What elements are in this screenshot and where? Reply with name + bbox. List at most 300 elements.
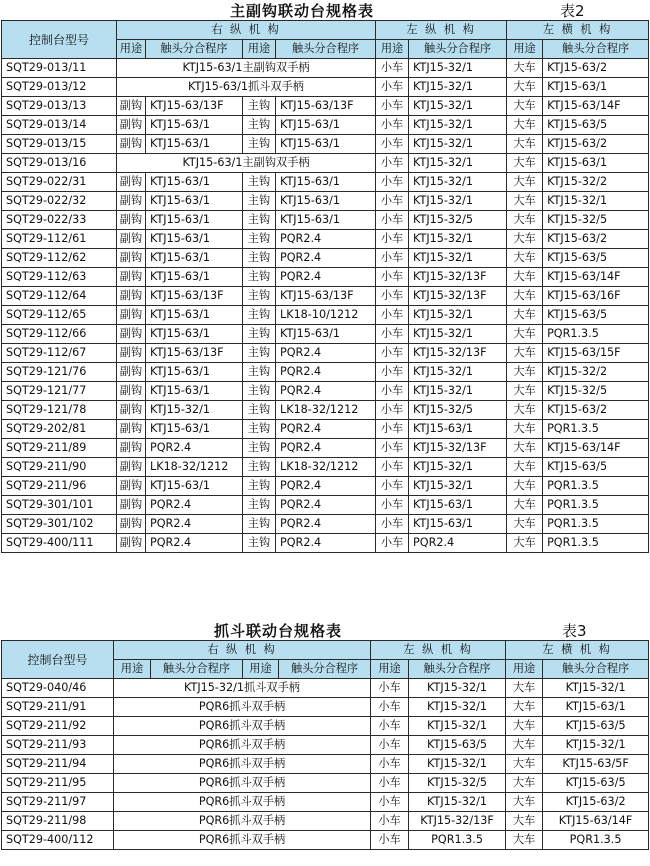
left-sequence-cell: KTJ15-63/1: [409, 420, 507, 439]
table-row: [2, 534, 649, 553]
right-sequence-2-cell: KTJ15-63/1: [276, 116, 376, 135]
left-use-cell: 小车: [371, 717, 409, 736]
left-sequence-cell: PQR2.4: [409, 534, 507, 553]
lateral-sequence-cell: KTJ15-63/14F: [543, 439, 649, 458]
left-use-cell: 小车: [376, 211, 409, 230]
left-use-cell: 小车: [371, 698, 409, 717]
left-use-cell: 小车: [376, 268, 409, 287]
right-use-2-cell: 主钩: [243, 97, 276, 116]
model-cell: SQT29-112/65: [2, 306, 117, 325]
right-mechanism-cell: KTJ15-63/1主副钩双手柄: [117, 154, 376, 173]
model-cell: SQT29-112/63: [2, 268, 117, 287]
lateral-sequence-cell: KTJ15-63/2: [543, 230, 649, 249]
right-use-2-cell: 主钩: [243, 344, 276, 363]
table2-header-row-1: [2, 21, 649, 40]
lateral-use-cell: 大车: [506, 774, 543, 793]
left-use-cell: 小车: [376, 59, 409, 78]
table-row: [2, 698, 649, 717]
table-row: [2, 59, 649, 78]
col-header-use: 用途: [243, 660, 279, 679]
left-sequence-cell: KTJ15-32/13F: [409, 268, 507, 287]
col-header-use: 用途: [506, 660, 543, 679]
lateral-use-cell: 大车: [507, 230, 543, 249]
lateral-sequence-cell: KTJ15-63/2: [543, 401, 649, 420]
lateral-use-cell: 大车: [507, 116, 543, 135]
lateral-sequence-cell: KTJ15-63/2: [543, 793, 649, 812]
lateral-use-cell: 大车: [507, 534, 543, 553]
left-sequence-cell: KTJ15-32/1: [409, 173, 507, 192]
lateral-sequence-cell: KTJ15-63/1: [543, 154, 649, 173]
table-row: [2, 192, 649, 211]
left-use-cell: 小车: [371, 812, 409, 831]
right-sequence-1-cell: KTJ15-32/1: [146, 401, 243, 420]
right-sequence-1-cell: KTJ15-63/13F: [146, 344, 243, 363]
right-use-2-cell: 主钩: [243, 496, 276, 515]
left-use-cell: 小车: [371, 755, 409, 774]
left-use-cell: 小车: [376, 97, 409, 116]
right-mechanism-cell: PQR6抓斗双手柄: [114, 831, 371, 850]
right-sequence-1-cell: KTJ15-63/1: [146, 135, 243, 154]
right-sequence-1-cell: PQR2.4: [146, 439, 243, 458]
table-row: [2, 78, 649, 97]
table-row: [2, 420, 649, 439]
table3-number: 表3: [562, 622, 587, 640]
right-sequence-2-cell: PQR2.4: [276, 382, 376, 401]
col-header-lateral-mechanism: 左 横 机 构: [506, 641, 649, 660]
left-sequence-cell: KTJ15-32/1: [409, 458, 507, 477]
lateral-sequence-cell: KTJ15-63/16F: [543, 287, 649, 306]
table2-caption: [0, 0, 650, 20]
lateral-sequence-cell: KTJ15-32/1: [543, 679, 649, 698]
table-row: [2, 679, 649, 698]
lateral-use-cell: 大车: [507, 173, 543, 192]
lateral-use-cell: 大车: [507, 515, 543, 534]
lateral-use-cell: 大车: [506, 755, 543, 774]
left-use-cell: 小车: [376, 458, 409, 477]
table3-block: [0, 620, 650, 850]
left-sequence-cell: KTJ15-63/5: [409, 736, 506, 755]
lateral-sequence-cell: KTJ15-63/5: [543, 249, 649, 268]
table3-caption: [0, 620, 650, 640]
table-row: [2, 496, 649, 515]
right-sequence-2-cell: PQR2.4: [276, 496, 376, 515]
lateral-sequence-cell: KTJ15-63/1: [543, 78, 649, 97]
model-cell: SQT29-211/93: [2, 736, 114, 755]
left-use-cell: 小车: [376, 477, 409, 496]
right-use-2-cell: 主钩: [243, 439, 276, 458]
table-row: [2, 515, 649, 534]
table-row: [2, 249, 649, 268]
left-sequence-cell: KTJ15-32/13F: [409, 439, 507, 458]
right-sequence-1-cell: KTJ15-63/1: [146, 420, 243, 439]
right-use-1-cell: 副钩: [117, 458, 146, 477]
col-header-model: 控制台型号: [2, 21, 117, 59]
model-cell: SQT29-022/31: [2, 173, 117, 192]
left-use-cell: 小车: [376, 325, 409, 344]
lateral-use-cell: 大车: [507, 344, 543, 363]
table-row: [2, 831, 649, 850]
right-mechanism-cell: KTJ15-63/1主副钩双手柄: [117, 59, 376, 78]
left-sequence-cell: KTJ15-32/1: [409, 793, 506, 812]
left-sequence-cell: KTJ15-32/1: [409, 477, 507, 496]
col-header-sequence: 触头分合程序: [543, 660, 649, 679]
table2-number: 表2: [560, 2, 585, 20]
model-cell: SQT29-211/92: [2, 717, 114, 736]
table-row: [2, 211, 649, 230]
left-sequence-cell: KTJ15-63/1: [409, 515, 507, 534]
col-header-sequence: 触头分合程序: [276, 40, 376, 59]
lateral-sequence-cell: KTJ15-32/1: [543, 192, 649, 211]
table-row: [2, 774, 649, 793]
right-use-1-cell: 副钩: [117, 97, 146, 116]
lateral-use-cell: 大车: [506, 812, 543, 831]
table-row: [2, 812, 649, 831]
right-use-2-cell: 主钩: [243, 135, 276, 154]
lateral-sequence-cell: PQR1.3.5: [543, 325, 649, 344]
right-sequence-1-cell: PQR2.4: [146, 534, 243, 553]
lateral-use-cell: 大车: [507, 382, 543, 401]
lateral-sequence-cell: KTJ15-63/14F: [543, 97, 649, 116]
lateral-use-cell: 大车: [507, 192, 543, 211]
right-mechanism-cell: PQR6抓斗双手柄: [114, 774, 371, 793]
right-use-1-cell: 副钩: [117, 363, 146, 382]
right-mechanism-cell: PQR6抓斗双手柄: [114, 717, 371, 736]
table3-title: 抓斗联动台规格表: [214, 622, 343, 640]
model-cell: SQT29-211/97: [2, 793, 114, 812]
table-row: [2, 382, 649, 401]
model-cell: SQT29-211/96: [2, 477, 117, 496]
lateral-use-cell: 大车: [507, 477, 543, 496]
right-sequence-2-cell: KTJ15-63/13F: [276, 287, 376, 306]
left-sequence-cell: KTJ15-32/1: [409, 154, 507, 173]
right-use-1-cell: 副钩: [117, 268, 146, 287]
table3-header-row-1: [2, 641, 649, 660]
left-use-cell: 小车: [376, 515, 409, 534]
table-row: [2, 268, 649, 287]
left-use-cell: 小车: [371, 793, 409, 812]
left-sequence-cell: KTJ15-32/1: [409, 230, 507, 249]
col-header-use: 用途: [376, 40, 409, 59]
left-use-cell: 小车: [376, 420, 409, 439]
lateral-use-cell: 大车: [506, 736, 543, 755]
lateral-use-cell: 大车: [507, 420, 543, 439]
right-sequence-2-cell: KTJ15-63/13F: [276, 97, 376, 116]
left-sequence-cell: KTJ15-32/5: [409, 401, 507, 420]
left-use-cell: 小车: [376, 401, 409, 420]
lateral-sequence-cell: PQR1.3.5: [543, 515, 649, 534]
left-use-cell: 小车: [376, 192, 409, 211]
col-header-use: 用途: [243, 40, 276, 59]
lateral-use-cell: 大车: [507, 211, 543, 230]
table2-spec-table: [1, 20, 649, 553]
right-sequence-2-cell: KTJ15-63/1: [276, 173, 376, 192]
left-sequence-cell: KTJ15-32/1: [409, 116, 507, 135]
model-cell: SQT29-400/111: [2, 534, 117, 553]
right-sequence-1-cell: KTJ15-63/1: [146, 268, 243, 287]
right-use-1-cell: 副钩: [117, 344, 146, 363]
lateral-use-cell: 大车: [507, 363, 543, 382]
lateral-sequence-cell: KTJ15-63/14F: [543, 812, 649, 831]
table3-spec-table: [1, 640, 649, 850]
right-mechanism-cell: KTJ15-63/1抓斗双手柄: [117, 78, 376, 97]
lateral-sequence-cell: KTJ15-32/5: [543, 382, 649, 401]
right-sequence-2-cell: KTJ15-63/1: [276, 135, 376, 154]
right-sequence-1-cell: PQR2.4: [146, 515, 243, 534]
model-cell: SQT29-112/67: [2, 344, 117, 363]
lateral-use-cell: 大车: [506, 793, 543, 812]
table-row: [2, 401, 649, 420]
right-use-1-cell: 副钩: [117, 116, 146, 135]
right-mechanism-cell: KTJ15-32/1抓斗双手柄: [114, 679, 371, 698]
col-header-sequence: 触头分合程序: [409, 660, 506, 679]
col-header-sequence: 触头分合程序: [151, 660, 243, 679]
lateral-use-cell: 大车: [507, 268, 543, 287]
left-use-cell: 小车: [376, 363, 409, 382]
table-row: [2, 344, 649, 363]
table-row: [2, 97, 649, 116]
left-use-cell: 小车: [371, 736, 409, 755]
model-cell: SQT29-112/64: [2, 287, 117, 306]
table-row: [2, 154, 649, 173]
lateral-use-cell: 大车: [507, 458, 543, 477]
left-use-cell: 小车: [376, 116, 409, 135]
right-mechanism-cell: PQR6抓斗双手柄: [114, 793, 371, 812]
left-sequence-cell: KTJ15-32/13F: [409, 287, 507, 306]
lateral-use-cell: 大车: [507, 97, 543, 116]
model-cell: SQT29-022/33: [2, 211, 117, 230]
col-header-left-mechanism: 左 纵 机 构: [371, 641, 506, 660]
right-use-2-cell: 主钩: [243, 287, 276, 306]
left-sequence-cell: KTJ15-32/1: [409, 192, 507, 211]
right-use-1-cell: 副钩: [117, 230, 146, 249]
right-mechanism-cell: PQR6抓斗双手柄: [114, 736, 371, 755]
table-row: [2, 717, 649, 736]
right-use-2-cell: 主钩: [243, 325, 276, 344]
lateral-use-cell: 大车: [507, 78, 543, 97]
col-header-use: 用途: [507, 40, 543, 59]
right-use-2-cell: 主钩: [243, 211, 276, 230]
left-use-cell: 小车: [376, 78, 409, 97]
col-header-lateral-mechanism: 左 横 机 构: [507, 21, 649, 40]
right-use-2-cell: 主钩: [243, 458, 276, 477]
col-header-use: 用途: [114, 660, 151, 679]
left-sequence-cell: KTJ15-32/1: [409, 717, 506, 736]
right-sequence-2-cell: PQR2.4: [276, 477, 376, 496]
table-row: [2, 736, 649, 755]
left-use-cell: 小车: [376, 173, 409, 192]
right-use-1-cell: 副钩: [117, 173, 146, 192]
table-row: [2, 755, 649, 774]
right-use-2-cell: 主钩: [243, 477, 276, 496]
lateral-use-cell: 大车: [507, 154, 543, 173]
right-use-1-cell: 副钩: [117, 306, 146, 325]
right-sequence-1-cell: KTJ15-63/13F: [146, 287, 243, 306]
table-row: [2, 477, 649, 496]
lateral-use-cell: 大车: [506, 831, 543, 850]
right-sequence-1-cell: KTJ15-63/1: [146, 306, 243, 325]
model-cell: SQT29-121/77: [2, 382, 117, 401]
left-sequence-cell: KTJ15-32/1: [409, 679, 506, 698]
right-use-1-cell: 副钩: [117, 211, 146, 230]
model-cell: SQT29-202/81: [2, 420, 117, 439]
lateral-use-cell: 大车: [507, 135, 543, 154]
lateral-sequence-cell: KTJ15-63/5F: [543, 755, 649, 774]
right-sequence-2-cell: KTJ15-63/1: [276, 192, 376, 211]
right-sequence-2-cell: PQR2.4: [276, 344, 376, 363]
left-use-cell: 小车: [376, 344, 409, 363]
right-sequence-2-cell: PQR2.4: [276, 439, 376, 458]
lateral-use-cell: 大车: [507, 59, 543, 78]
lateral-sequence-cell: PQR1.3.5: [543, 534, 649, 553]
right-use-1-cell: 副钩: [117, 325, 146, 344]
model-cell: SQT29-301/101: [2, 496, 117, 515]
right-use-1-cell: 副钩: [117, 192, 146, 211]
left-sequence-cell: KTJ15-32/1: [409, 382, 507, 401]
lateral-sequence-cell: KTJ15-63/5: [543, 717, 649, 736]
lateral-sequence-cell: KTJ15-32/2: [543, 363, 649, 382]
model-cell: SQT29-022/32: [2, 192, 117, 211]
table2-title: 主副钩联动台规格表: [230, 2, 375, 20]
lateral-sequence-cell: KTJ15-32/5: [543, 211, 649, 230]
right-sequence-2-cell: PQR2.4: [276, 268, 376, 287]
lateral-use-cell: 大车: [506, 698, 543, 717]
model-cell: SQT29-301/102: [2, 515, 117, 534]
left-use-cell: 小车: [376, 496, 409, 515]
right-use-1-cell: 副钩: [117, 382, 146, 401]
table-row: [2, 287, 649, 306]
table-row: [2, 458, 649, 477]
lateral-use-cell: 大车: [507, 325, 543, 344]
lateral-sequence-cell: PQR1.3.5: [543, 496, 649, 515]
lateral-use-cell: 大车: [507, 439, 543, 458]
model-cell: SQT29-013/15: [2, 135, 117, 154]
lateral-sequence-cell: KTJ15-63/5: [543, 774, 649, 793]
right-sequence-2-cell: KTJ15-63/1: [276, 325, 376, 344]
left-sequence-cell: KTJ15-32/1: [409, 59, 507, 78]
model-cell: SQT29-013/16: [2, 154, 117, 173]
lateral-use-cell: 大车: [507, 287, 543, 306]
right-sequence-2-cell: PQR2.4: [276, 230, 376, 249]
left-sequence-cell: KTJ15-32/5: [409, 211, 507, 230]
right-sequence-1-cell: KTJ15-63/1: [146, 477, 243, 496]
model-cell: SQT29-211/98: [2, 812, 114, 831]
left-sequence-cell: KTJ15-32/1: [409, 249, 507, 268]
right-mechanism-cell: PQR6抓斗双手柄: [114, 755, 371, 774]
left-use-cell: 小车: [376, 534, 409, 553]
right-sequence-1-cell: KTJ15-63/1: [146, 230, 243, 249]
right-use-1-cell: 副钩: [117, 534, 146, 553]
right-use-1-cell: 副钩: [117, 439, 146, 458]
col-header-sequence: 触头分合程序: [146, 40, 243, 59]
table-row: [2, 135, 649, 154]
right-use-2-cell: 主钩: [243, 363, 276, 382]
right-use-2-cell: 主钩: [243, 534, 276, 553]
col-header-right-mechanism: 右 纵 机 构: [117, 21, 376, 40]
left-sequence-cell: KTJ15-32/1: [409, 325, 507, 344]
lateral-sequence-cell: KTJ15-63/14F: [543, 268, 649, 287]
right-sequence-2-cell: PQR2.4: [276, 249, 376, 268]
model-cell: SQT29-112/61: [2, 230, 117, 249]
col-header-right-mechanism: 右 纵 机 构: [114, 641, 371, 660]
right-sequence-2-cell: PQR2.4: [276, 515, 376, 534]
right-sequence-1-cell: KTJ15-63/1: [146, 325, 243, 344]
model-cell: SQT29-013/12: [2, 78, 117, 97]
left-sequence-cell: KTJ15-32/1: [409, 78, 507, 97]
right-use-1-cell: 副钩: [117, 477, 146, 496]
left-sequence-cell: KTJ15-32/13F: [409, 812, 506, 831]
lateral-sequence-cell: KTJ15-63/2: [543, 59, 649, 78]
right-use-1-cell: 副钩: [117, 135, 146, 154]
right-use-2-cell: 主钩: [243, 420, 276, 439]
col-header-sequence: 触头分合程序: [279, 660, 371, 679]
left-sequence-cell: KTJ15-32/1: [409, 755, 506, 774]
col-header-left-mechanism: 左 纵 机 构: [376, 21, 507, 40]
right-use-2-cell: 主钩: [243, 401, 276, 420]
model-cell: SQT29-121/76: [2, 363, 117, 382]
left-use-cell: 小车: [376, 154, 409, 173]
lateral-use-cell: 大车: [506, 717, 543, 736]
right-mechanism-cell: PQR6抓斗双手柄: [114, 698, 371, 717]
lateral-sequence-cell: KTJ15-32/1: [543, 736, 649, 755]
right-use-2-cell: 主钩: [243, 306, 276, 325]
right-use-2-cell: 主钩: [243, 515, 276, 534]
left-sequence-cell: PQR1.3.5: [409, 831, 506, 850]
lateral-sequence-cell: KTJ15-63/5: [543, 116, 649, 135]
left-use-cell: 小车: [376, 230, 409, 249]
table-row: [2, 116, 649, 135]
lateral-sequence-cell: PQR1.3.5: [543, 831, 649, 850]
lateral-sequence-cell: KTJ15-63/1: [543, 698, 649, 717]
model-cell: SQT29-112/62: [2, 249, 117, 268]
right-use-1-cell: 副钩: [117, 401, 146, 420]
lateral-sequence-cell: PQR1.3.5: [543, 420, 649, 439]
left-sequence-cell: KTJ15-32/1: [409, 698, 506, 717]
left-sequence-cell: KTJ15-32/5: [409, 774, 506, 793]
table-row: [2, 793, 649, 812]
table-row: [2, 230, 649, 249]
right-sequence-1-cell: KTJ15-63/1: [146, 116, 243, 135]
right-sequence-1-cell: LK18-32/1212: [146, 458, 243, 477]
col-header-use: 用途: [371, 660, 409, 679]
left-use-cell: 小车: [376, 287, 409, 306]
col-header-sequence: 触头分合程序: [543, 40, 649, 59]
table-row: [2, 173, 649, 192]
right-use-2-cell: 主钩: [243, 173, 276, 192]
left-use-cell: 小车: [376, 439, 409, 458]
model-cell: SQT29-040/46: [2, 679, 114, 698]
lateral-sequence-cell: KTJ15-32/2: [543, 173, 649, 192]
right-sequence-1-cell: KTJ15-63/1: [146, 249, 243, 268]
right-use-1-cell: 副钩: [117, 287, 146, 306]
right-sequence-1-cell: KTJ15-63/1: [146, 192, 243, 211]
model-cell: SQT29-211/91: [2, 698, 114, 717]
table-row: [2, 306, 649, 325]
left-use-cell: 小车: [376, 249, 409, 268]
lateral-sequence-cell: KTJ15-63/15F: [543, 344, 649, 363]
model-cell: SQT29-013/14: [2, 116, 117, 135]
col-header-use: 用途: [117, 40, 146, 59]
model-cell: SQT29-211/94: [2, 755, 114, 774]
left-use-cell: 小车: [376, 306, 409, 325]
lateral-sequence-cell: PQR1.3.5: [543, 477, 649, 496]
left-use-cell: 小车: [371, 679, 409, 698]
model-cell: SQT29-211/90: [2, 458, 117, 477]
table-row: [2, 439, 649, 458]
right-use-2-cell: 主钩: [243, 382, 276, 401]
lateral-sequence-cell: KTJ15-63/5: [543, 306, 649, 325]
right-sequence-1-cell: KTJ15-63/13F: [146, 97, 243, 116]
right-use-2-cell: 主钩: [243, 230, 276, 249]
